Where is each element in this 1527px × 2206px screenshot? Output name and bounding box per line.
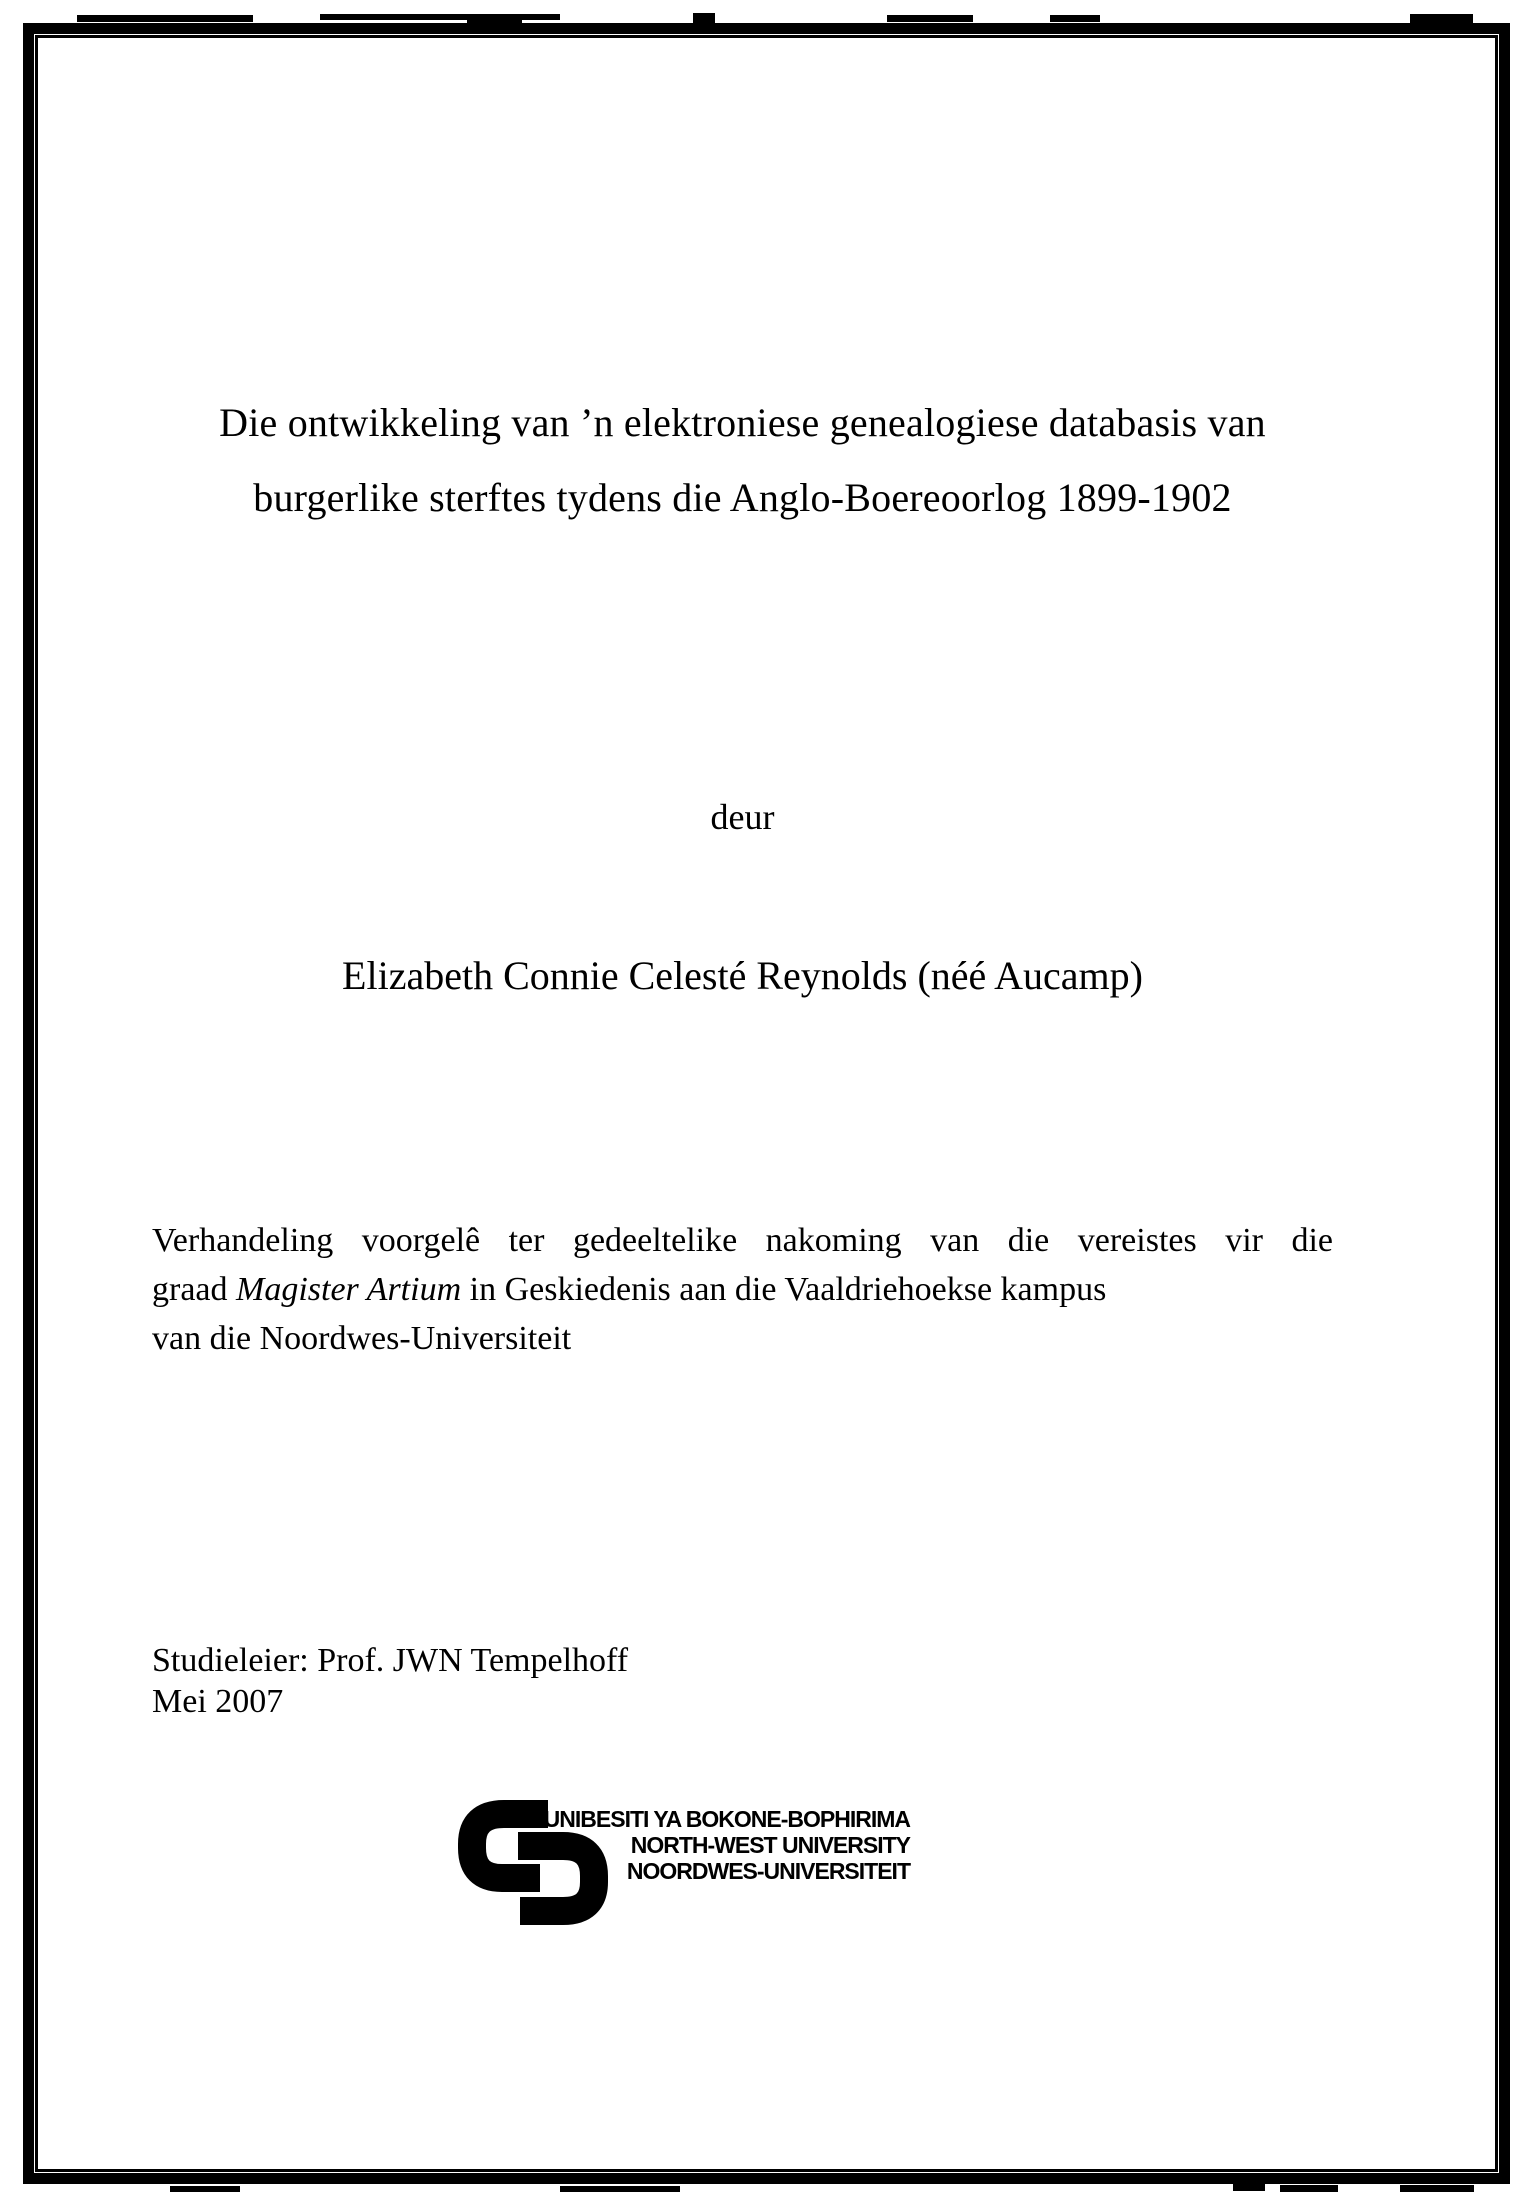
university-logo-text [458,1800,910,1932]
degree-suffix: in Geskiedenis aan die Vaaldriehoekse kampus [461,1271,1107,1308]
page-title [152,385,1333,535]
thesis-statement-line-3: van die Noordwes-Universiteit [152,1320,572,1357]
university-logo [458,1800,910,1932]
thesis-statement-line-1: Verhandeling voorgelê ter gedeeltelike nakoming van die vereistes vir die [152,1222,1333,1259]
author-name: Elizabeth Connie Celesté Reynolds (néé Aucamp) [342,953,1143,998]
advisor-block [152,1640,628,1722]
degree-name-italic: Magister Artium [236,1271,462,1308]
date-line: Mei 2007 [152,1683,284,1720]
logo-text-line-english: NORTH-WEST UNIVERSITY [630,1832,910,1858]
page-title-line-1: Die ontwikkeling van ’n elektroniese genealogiese databasis van [219,400,1266,445]
scan-artifact [1410,14,1473,23]
page-title-line-2: burgerlike sterftes tydens die Anglo-Boereoorlog 1899-1902 [253,475,1232,520]
title-page-content [152,0,1333,2206]
logo-text-line-setswana: YUNIBESITI YA BOKONE-BOPHIRIMA [529,1806,910,1832]
degree-prefix: graad [152,1271,237,1308]
supervisor-line: Studieleier: Prof. JWN Tempelhoff [152,1642,629,1679]
scan-artifact [1400,2185,1474,2192]
thesis-statement [152,1216,1333,1363]
logo-text-line-afrikaans: NOORDWES-UNIVERSITEIT [626,1858,910,1884]
byline-label: deur [710,797,775,837]
thesis-statement-line-2 [152,1265,1333,1314]
